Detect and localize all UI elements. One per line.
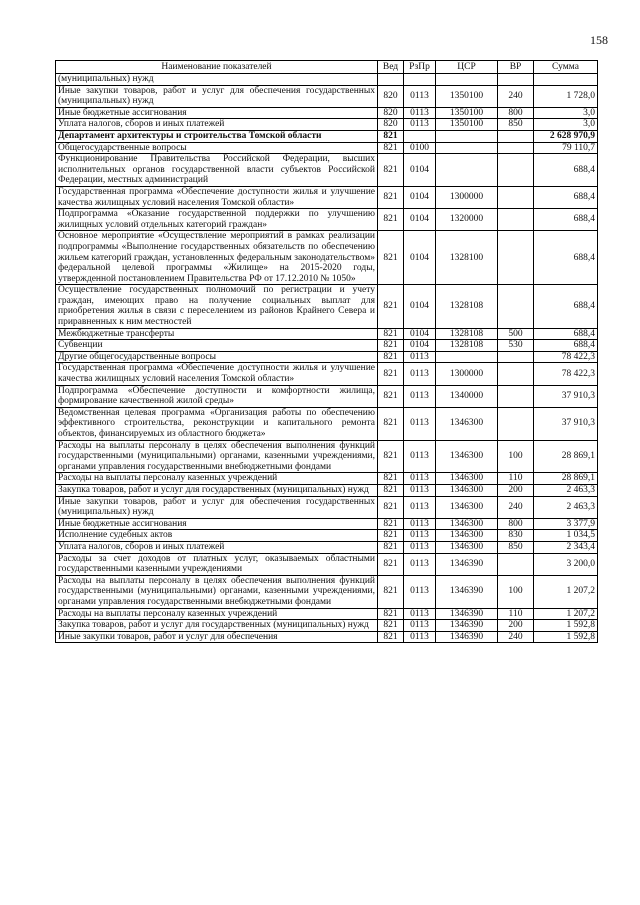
cell-ved: 821: [378, 575, 404, 608]
table-row: [56, 385, 598, 407]
cell-sum: 78 422,3: [534, 363, 598, 385]
cell-ved: 821: [378, 209, 404, 231]
cell-sum: 2 463,3: [534, 496, 598, 518]
cell-sum: 688,4: [534, 328, 598, 340]
cell-csr: 1346300: [436, 518, 498, 530]
cell-name: Иные закупки товаров, работ и услуг для обеспечения государственных (муниципальных) нужд: [56, 496, 378, 518]
cell-ved: 821: [378, 328, 404, 340]
cell-rzpr: 0113: [404, 85, 436, 107]
cell-rzpr: 0113: [404, 608, 436, 620]
col-header-vr: ВР: [498, 61, 534, 74]
cell-ved: 821: [378, 285, 404, 328]
cell-sum: 1 592,8: [534, 631, 598, 643]
cell-sum: 688,4: [534, 186, 598, 208]
cell-vr: 240: [498, 496, 534, 518]
cell-csr: 1350100: [436, 85, 498, 107]
cell-vr: [498, 285, 534, 328]
table-row: [56, 130, 598, 142]
table-row: [56, 186, 598, 208]
cell-rzpr: 0104: [404, 285, 436, 328]
table-row: [56, 142, 598, 154]
cell-name: Межбюджетные трансферты: [56, 328, 378, 340]
table-row: [56, 328, 598, 340]
cell-rzpr: [404, 74, 436, 86]
table-row: [56, 231, 598, 285]
cell-sum: 2 628 970,9: [534, 130, 598, 142]
table-row: [56, 608, 598, 620]
cell-csr: 1346390: [436, 608, 498, 620]
cell-csr: 1340000: [436, 385, 498, 407]
cell-csr: 1346390: [436, 553, 498, 575]
cell-name: Общегосударственные вопросы: [56, 142, 378, 154]
cell-name: Иные закупки товаров, работ и услуг для обеспечения государственных (муниципальных) нужд: [56, 85, 378, 107]
cell-name: Уплата налогов, сборов и иных платежей: [56, 119, 378, 131]
cell-sum: 1 034,5: [534, 530, 598, 542]
cell-vr: [498, 407, 534, 440]
cell-sum: 688,4: [534, 231, 598, 285]
cell-csr: 1300000: [436, 363, 498, 385]
table-row: [56, 85, 598, 107]
cell-ved: 821: [378, 154, 404, 187]
cell-csr: [436, 351, 498, 363]
cell-ved: 821: [378, 440, 404, 473]
table-row: [56, 285, 598, 328]
cell-csr: [436, 154, 498, 187]
cell-ved: 821: [378, 130, 404, 142]
cell-csr: 1346300: [436, 530, 498, 542]
cell-name: (муниципальных) нужд: [56, 74, 378, 86]
cell-csr: [436, 142, 498, 154]
cell-sum: 688,4: [534, 285, 598, 328]
cell-sum: 3,0: [534, 119, 598, 131]
cell-csr: 1328108: [436, 340, 498, 352]
cell-rzpr: 0104: [404, 231, 436, 285]
cell-vr: 830: [498, 530, 534, 542]
cell-name: Подпрограмма «Оказание государственной поддержки по улучшению жилищных условий отдельных категорий граждан»: [56, 209, 378, 231]
cell-ved: 821: [378, 186, 404, 208]
col-header-ved: Вед: [378, 61, 404, 74]
cell-rzpr: 0113: [404, 119, 436, 131]
cell-sum: 2 343,4: [534, 541, 598, 553]
cell-csr: 1350100: [436, 119, 498, 131]
cell-rzpr: 0104: [404, 340, 436, 352]
cell-vr: [498, 130, 534, 142]
cell-sum: 2 463,3: [534, 484, 598, 496]
cell-ved: 821: [378, 473, 404, 485]
cell-sum: [534, 74, 598, 86]
cell-vr: 240: [498, 631, 534, 643]
cell-vr: 850: [498, 119, 534, 131]
col-header-sum: Сумма: [534, 61, 598, 74]
table-body: [56, 74, 598, 643]
cell-name: Функционирование Правительства Российской Федерации, высших исполнительных органов государственной власти субъектов Российской Федерации, местных администраций: [56, 154, 378, 187]
cell-vr: 200: [498, 620, 534, 632]
cell-name: Субвенции: [56, 340, 378, 352]
table-row: [56, 518, 598, 530]
cell-ved: 821: [378, 496, 404, 518]
cell-ved: 821: [378, 363, 404, 385]
cell-rzpr: 0113: [404, 518, 436, 530]
cell-vr: 200: [498, 484, 534, 496]
cell-rzpr: 0113: [404, 530, 436, 542]
cell-vr: 110: [498, 473, 534, 485]
cell-ved: 820: [378, 85, 404, 107]
table-header-row: [56, 61, 598, 74]
cell-sum: 1 592,8: [534, 620, 598, 632]
cell-sum: 79 110,7: [534, 142, 598, 154]
cell-ved: 820: [378, 119, 404, 131]
cell-vr: 100: [498, 440, 534, 473]
cell-name: Расходы на выплаты персоналу в целях обеспечения выполнения функций государственными (муниципальными) органами, казенными учреждениями, органами управления государственными внебюджетными фондами: [56, 575, 378, 608]
cell-rzpr: 0113: [404, 541, 436, 553]
cell-ved: 821: [378, 530, 404, 542]
cell-rzpr: 0113: [404, 407, 436, 440]
cell-rzpr: 0104: [404, 328, 436, 340]
cell-ved: 821: [378, 541, 404, 553]
table-row: [56, 530, 598, 542]
table-row: [56, 363, 598, 385]
cell-csr: 1346300: [436, 440, 498, 473]
col-header-rzpr: РзПр: [404, 61, 436, 74]
cell-vr: [498, 142, 534, 154]
cell-name: Государственная программа «Обеспечение доступности жилья и улучшение качества жилищных условий населения Томской области»: [56, 186, 378, 208]
cell-csr: 1346300: [436, 484, 498, 496]
budget-table: [55, 60, 598, 643]
cell-sum: 3 200,0: [534, 553, 598, 575]
table-row: [56, 496, 598, 518]
cell-name: Основное мероприятие «Осуществление мероприятий в рамках реализации подпрограммы «Выполнение государственных обязательств по обеспечению жильем категорий граждан, установленных федеральным законодательством» федеральной целевой программы «Жилище» на 2015-2020 годы, утвержденной постановлением Правительства РФ от 17.12.2010 № 1050»: [56, 231, 378, 285]
cell-rzpr: 0104: [404, 154, 436, 187]
cell-csr: 1346300: [436, 407, 498, 440]
cell-ved: 821: [378, 142, 404, 154]
cell-sum: 1 207,2: [534, 575, 598, 608]
cell-rzpr: 0113: [404, 575, 436, 608]
table-row: [56, 407, 598, 440]
cell-ved: 821: [378, 553, 404, 575]
table-row: [56, 575, 598, 608]
table-row: [56, 154, 598, 187]
cell-sum: 37 910,3: [534, 385, 598, 407]
cell-sum: 688,4: [534, 340, 598, 352]
cell-name: Другие общегосударственные вопросы: [56, 351, 378, 363]
cell-name: Ведомственная целевая программа «Организация работы по обеспечению эффективного строительства, реконструкции и капитального ремонта объектов, финансируемых из областного бюджета»: [56, 407, 378, 440]
cell-rzpr: 0113: [404, 484, 436, 496]
cell-sum: 1 207,2: [534, 608, 598, 620]
cell-sum: 688,4: [534, 154, 598, 187]
cell-vr: [498, 351, 534, 363]
cell-ved: 821: [378, 407, 404, 440]
cell-ved: 821: [378, 385, 404, 407]
cell-ved: 821: [378, 231, 404, 285]
cell-sum: 3,0: [534, 107, 598, 119]
cell-name: Подпрограмма «Обеспечение доступности и комфортности жилища, формирование качественной жилой среды»: [56, 385, 378, 407]
cell-name: Расходы за счет доходов от платных услуг, оказываемых областными государственными казенными учреждениями: [56, 553, 378, 575]
cell-vr: [498, 553, 534, 575]
cell-rzpr: 0113: [404, 631, 436, 643]
cell-vr: 530: [498, 340, 534, 352]
table-row: [56, 74, 598, 86]
cell-csr: 1346300: [436, 541, 498, 553]
cell-csr: 1328108: [436, 285, 498, 328]
cell-rzpr: 0104: [404, 186, 436, 208]
cell-csr: 1320000: [436, 209, 498, 231]
cell-name: Иные закупки товаров, работ и услуг для обеспечения: [56, 631, 378, 643]
cell-csr: 1328108: [436, 328, 498, 340]
cell-vr: 110: [498, 608, 534, 620]
cell-sum: 1 728,0: [534, 85, 598, 107]
col-header-name: Наименование показателей: [56, 61, 378, 74]
cell-ved: 820: [378, 107, 404, 119]
cell-ved: 821: [378, 631, 404, 643]
cell-name: Уплата налогов, сборов и иных платежей: [56, 541, 378, 553]
cell-ved: 821: [378, 608, 404, 620]
cell-ved: 821: [378, 518, 404, 530]
cell-vr: [498, 186, 534, 208]
cell-vr: [498, 154, 534, 187]
cell-rzpr: 0113: [404, 107, 436, 119]
cell-vr: [498, 363, 534, 385]
cell-name: Закупка товаров, работ и услуг для государственных (муниципальных) нужд: [56, 484, 378, 496]
cell-vr: [498, 385, 534, 407]
cell-name: Расходы на выплаты персоналу казенных учреждений: [56, 473, 378, 485]
cell-vr: 800: [498, 518, 534, 530]
cell-csr: 1300000: [436, 186, 498, 208]
cell-rzpr: 0113: [404, 496, 436, 518]
cell-vr: [498, 209, 534, 231]
cell-csr: [436, 74, 498, 86]
cell-rzpr: 0113: [404, 440, 436, 473]
cell-rzpr: 0113: [404, 553, 436, 575]
cell-rzpr: 0100: [404, 142, 436, 154]
table-row: [56, 351, 598, 363]
cell-csr: [436, 130, 498, 142]
cell-rzpr: 0104: [404, 209, 436, 231]
cell-csr: 1346300: [436, 496, 498, 518]
cell-name: Осуществление государственных полномочий по регистрации и учету граждан, имеющих право на получение социальных выплат для приобретения жилья в связи с переселением из районов Крайнего Севера и приравненных к ним местностей: [56, 285, 378, 328]
cell-rzpr: 0113: [404, 473, 436, 485]
cell-rzpr: 0113: [404, 363, 436, 385]
cell-name: Иные бюджетные ассигнования: [56, 107, 378, 119]
cell-vr: [498, 74, 534, 86]
cell-sum: 688,4: [534, 209, 598, 231]
cell-ved: 821: [378, 484, 404, 496]
cell-ved: 821: [378, 351, 404, 363]
table-row: [56, 119, 598, 131]
cell-csr: 1346300: [436, 473, 498, 485]
cell-name: Закупка товаров, работ и услуг для государственных (муниципальных) нужд: [56, 620, 378, 632]
cell-csr: 1346390: [436, 631, 498, 643]
cell-csr: 1346390: [436, 575, 498, 608]
cell-name: Иные бюджетные ассигнования: [56, 518, 378, 530]
cell-vr: 240: [498, 85, 534, 107]
cell-sum: 28 869,1: [534, 473, 598, 485]
cell-rzpr: 0113: [404, 351, 436, 363]
cell-ved: 821: [378, 620, 404, 632]
cell-csr: 1328100: [436, 231, 498, 285]
table-row: [56, 553, 598, 575]
cell-vr: 100: [498, 575, 534, 608]
cell-name: Исполнение судебных актов: [56, 530, 378, 542]
cell-vr: 850: [498, 541, 534, 553]
cell-sum: 28 869,1: [534, 440, 598, 473]
page-number: 158: [590, 33, 608, 47]
cell-sum: 3 377,9: [534, 518, 598, 530]
cell-name: Государственная программа «Обеспечение доступности жилья и улучшение качества жилищных условий населения Томской области»: [56, 363, 378, 385]
table-row: [56, 340, 598, 352]
cell-ved: 821: [378, 340, 404, 352]
cell-vr: 800: [498, 107, 534, 119]
table-row: [56, 541, 598, 553]
cell-sum: 78 422,3: [534, 351, 598, 363]
table-row: [56, 473, 598, 485]
table-row: [56, 209, 598, 231]
table-row: [56, 631, 598, 643]
table-row: [56, 620, 598, 632]
cell-rzpr: 0113: [404, 385, 436, 407]
cell-csr: 1350100: [436, 107, 498, 119]
cell-rzpr: 0113: [404, 620, 436, 632]
cell-vr: [498, 231, 534, 285]
table-row: [56, 440, 598, 473]
cell-name: Департамент архитектуры и строительства Томской области: [56, 130, 378, 142]
table-row: [56, 484, 598, 496]
cell-ved: [378, 74, 404, 86]
cell-name: Расходы на выплаты персоналу в целях обеспечения выполнения функций государственными (муниципальными) органами, казенными учреждениями, органами управления государственными внебюджетными фондами: [56, 440, 378, 473]
cell-rzpr: [404, 130, 436, 142]
cell-name: Расходы на выплаты персоналу казенных учреждений: [56, 608, 378, 620]
cell-vr: 500: [498, 328, 534, 340]
table-row: [56, 107, 598, 119]
col-header-csr: ЦСР: [436, 61, 498, 74]
cell-sum: 37 910,3: [534, 407, 598, 440]
cell-csr: 1346390: [436, 620, 498, 632]
